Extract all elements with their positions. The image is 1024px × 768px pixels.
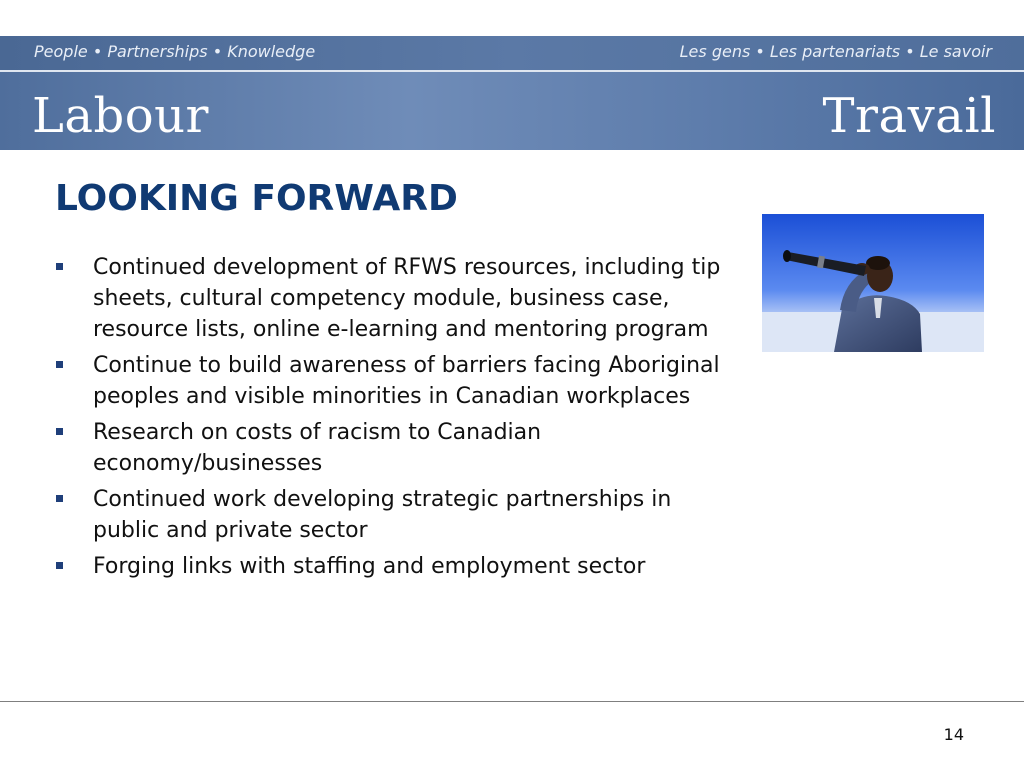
square-bullet-icon — [56, 428, 63, 435]
tagline-french: Les gens • Les partenariats • Le savoir — [679, 42, 992, 61]
bullet-list — [52, 252, 742, 587]
page-number: 14 — [943, 725, 964, 744]
footer-divider — [0, 701, 1024, 702]
tagline-band — [0, 36, 1024, 72]
header-banner — [0, 36, 1024, 150]
tagline-english: People • Partnerships • Knowledge — [34, 42, 316, 61]
bullet-item — [52, 484, 742, 546]
bullet-item — [52, 252, 742, 345]
businessman-telescope-photo — [762, 214, 984, 352]
bullet-text: Forging links with staffing and employment sector — [93, 554, 646, 579]
wordmark-labour: Labour — [32, 88, 209, 144]
wordmark-travail: Travail — [822, 88, 996, 144]
bullet-item — [52, 551, 742, 582]
bullet-text: Research on costs of racism to Canadian economy/businesses — [93, 420, 542, 476]
bullet-item — [52, 350, 742, 412]
bullet-text: Continue to build awareness of barriers facing Aboriginal peoples and visible minorities in Canadian workplaces — [93, 353, 720, 409]
square-bullet-icon — [56, 495, 63, 502]
bullet-text: Continued work developing strategic partnerships in public and private sector — [93, 487, 672, 543]
square-bullet-icon — [56, 263, 63, 270]
square-bullet-icon — [56, 361, 63, 368]
bullet-text: Continued development of RFWS resources, including tip sheets, cultural competency module, business case, resource lists, online e-learning and mentoring program — [93, 255, 721, 342]
bullet-item — [52, 417, 742, 479]
slide-title: LOOKING FORWARD — [55, 178, 458, 219]
square-bullet-icon — [56, 562, 63, 569]
